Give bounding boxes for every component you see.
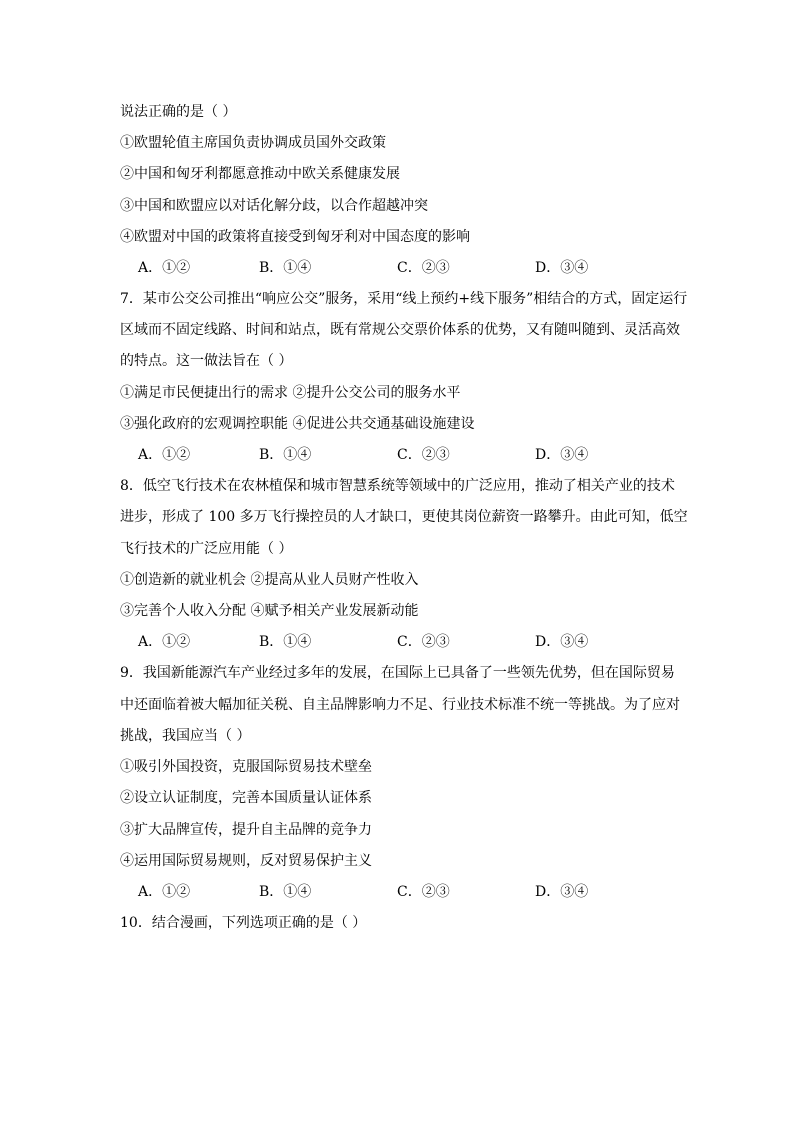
- q8-statements-row-1: ①创造新的就业机会 ②提高从业人员财产性收入: [120, 572, 419, 588]
- q7-option-b: B．①④: [259, 447, 312, 463]
- q8-options: [138, 632, 658, 652]
- q9-stem-line-2: 中还面临着被大幅加征关税、自主品牌影响力不足、行业技术标准不统一等挑战。为了应对: [120, 697, 680, 713]
- q8-stem-line-1: 8．低空飞行技术在农林植保和城市智慧系统等领域中的广泛应用，推动了相关产业的技术: [120, 478, 675, 494]
- q9-stem-line-1: 9．我国新能源汽车产业经过多年的发展，在国际上已具备了一些领先优势，但在国际贸易: [120, 665, 675, 681]
- q6-statement-1: ①欧盟轮值主席国负责协调成员国外交政策: [120, 135, 386, 151]
- q8-option-c: C．②③: [397, 634, 450, 650]
- q8-statements-row-2: ③完善个人收入分配 ④赋予相关产业发展新动能: [120, 603, 419, 619]
- q9-statement-1: ①吸引外国投资，克服国际贸易技术壁垒: [120, 759, 372, 775]
- q9-option-d: D．③④: [535, 884, 589, 900]
- q9-option-a: A．①②: [138, 884, 191, 900]
- q6-statement-2: ②中国和匈牙利都愿意推动中欧关系健康发展: [120, 166, 400, 182]
- q8-option-b: B．①④: [259, 634, 312, 650]
- q7-statements-row-2: ③强化政府的宏观调控职能 ④促进公共交通基础设施建设: [120, 416, 475, 432]
- q7-stem-line-2: 区域而不固定线路、时间和站点，既有常规公交票价体系的优势，又有随叫随到、灵活高效: [120, 322, 680, 338]
- q6-statement-4: ④欧盟对中国的政策将直接受到匈牙利对中国态度的影响: [120, 229, 470, 245]
- q6-statement-3: ③中国和欧盟应以对话化解分歧，以合作超越冲突: [120, 198, 428, 214]
- q6-option-c: C．②③: [397, 260, 450, 276]
- q8-option-a: A．①②: [138, 634, 191, 650]
- q6-option-d: D．③④: [535, 260, 589, 276]
- q6-stem-tail: 说法正确的是（ ）: [120, 104, 237, 120]
- q9-option-c: C．②③: [397, 884, 450, 900]
- q9-stem-line-3: 挑战，我国应当（ ）: [120, 728, 251, 744]
- q8-stem-line-2: 进步，形成了 100 多万飞行操控员的人才缺口，更使其岗位薪资一路攀升。由此可知，低空: [120, 509, 688, 525]
- q6-options: [138, 258, 658, 278]
- q9-statement-2: ②设立认证制度，完善本国质量认证体系: [120, 790, 372, 806]
- q9-options: [138, 882, 658, 902]
- q7-options: [138, 445, 658, 465]
- q9-option-b: B．①④: [259, 884, 312, 900]
- q7-stem-line-1: 7．某市公交公司推出“响应公交”服务，采用“线上预约+线下服务”相结合的方式，固定运行: [120, 291, 688, 307]
- q9-statement-4: ④运用国际贸易规则，反对贸易保护主义: [120, 853, 372, 869]
- q6-option-b: B．①④: [259, 260, 312, 276]
- q6-option-a: A．①②: [138, 260, 191, 276]
- q7-statements-row-1: ①满足市民便捷出行的需求 ②提升公交公司的服务水平: [120, 385, 461, 401]
- q7-option-d: D．③④: [535, 447, 589, 463]
- q7-option-a: A．①②: [138, 447, 191, 463]
- q8-stem-line-3: 飞行技术的广泛应用能（ ）: [120, 541, 293, 557]
- q9-statement-3: ③扩大品牌宣传，提升自主品牌的竞争力: [120, 822, 372, 838]
- q7-stem-line-3: 的特点。这一做法旨在（ ）: [120, 353, 293, 369]
- q10-stem: 10．结合漫画，下列选项正确的是（ ）: [120, 915, 367, 931]
- q8-option-d: D．③④: [535, 634, 589, 650]
- q7-option-c: C．②③: [397, 447, 450, 463]
